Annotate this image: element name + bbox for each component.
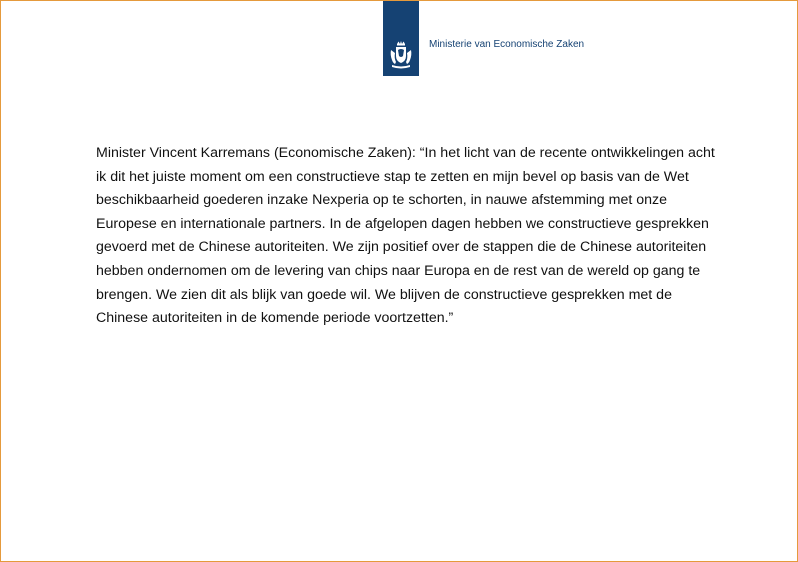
ministry-name: Ministerie van Economische Zaken	[429, 39, 585, 50]
minister-quote: Minister Vincent Karremans (Economische Zaken): “In het licht van de recente ontwikkelingen acht ik dit het juiste moment om een constructieve stap te zetten en mijn bevel op basis van de Wet beschikbaarheid goederen inzake Nexperia op te schorten, in nauwe afstemming met onze Europese en internationale partners. In de afgelopen dagen hebben we constructieve gesprekken gevoerd met de Chinese autoriteiten. We zijn positief over de stappen die de Chinese autoriteiten hebben ondernomen om de levering van chips naar Europa en de rest van de wereld op gang te brengen. We zien dit als blijk van goede wil. We blijven de constructieve gesprekken met de Chinese autoriteiten in de komende periode voortzetten.”	[96, 145, 715, 327]
government-logo	[383, 1, 419, 76]
coat-of-arms-icon	[388, 40, 414, 70]
